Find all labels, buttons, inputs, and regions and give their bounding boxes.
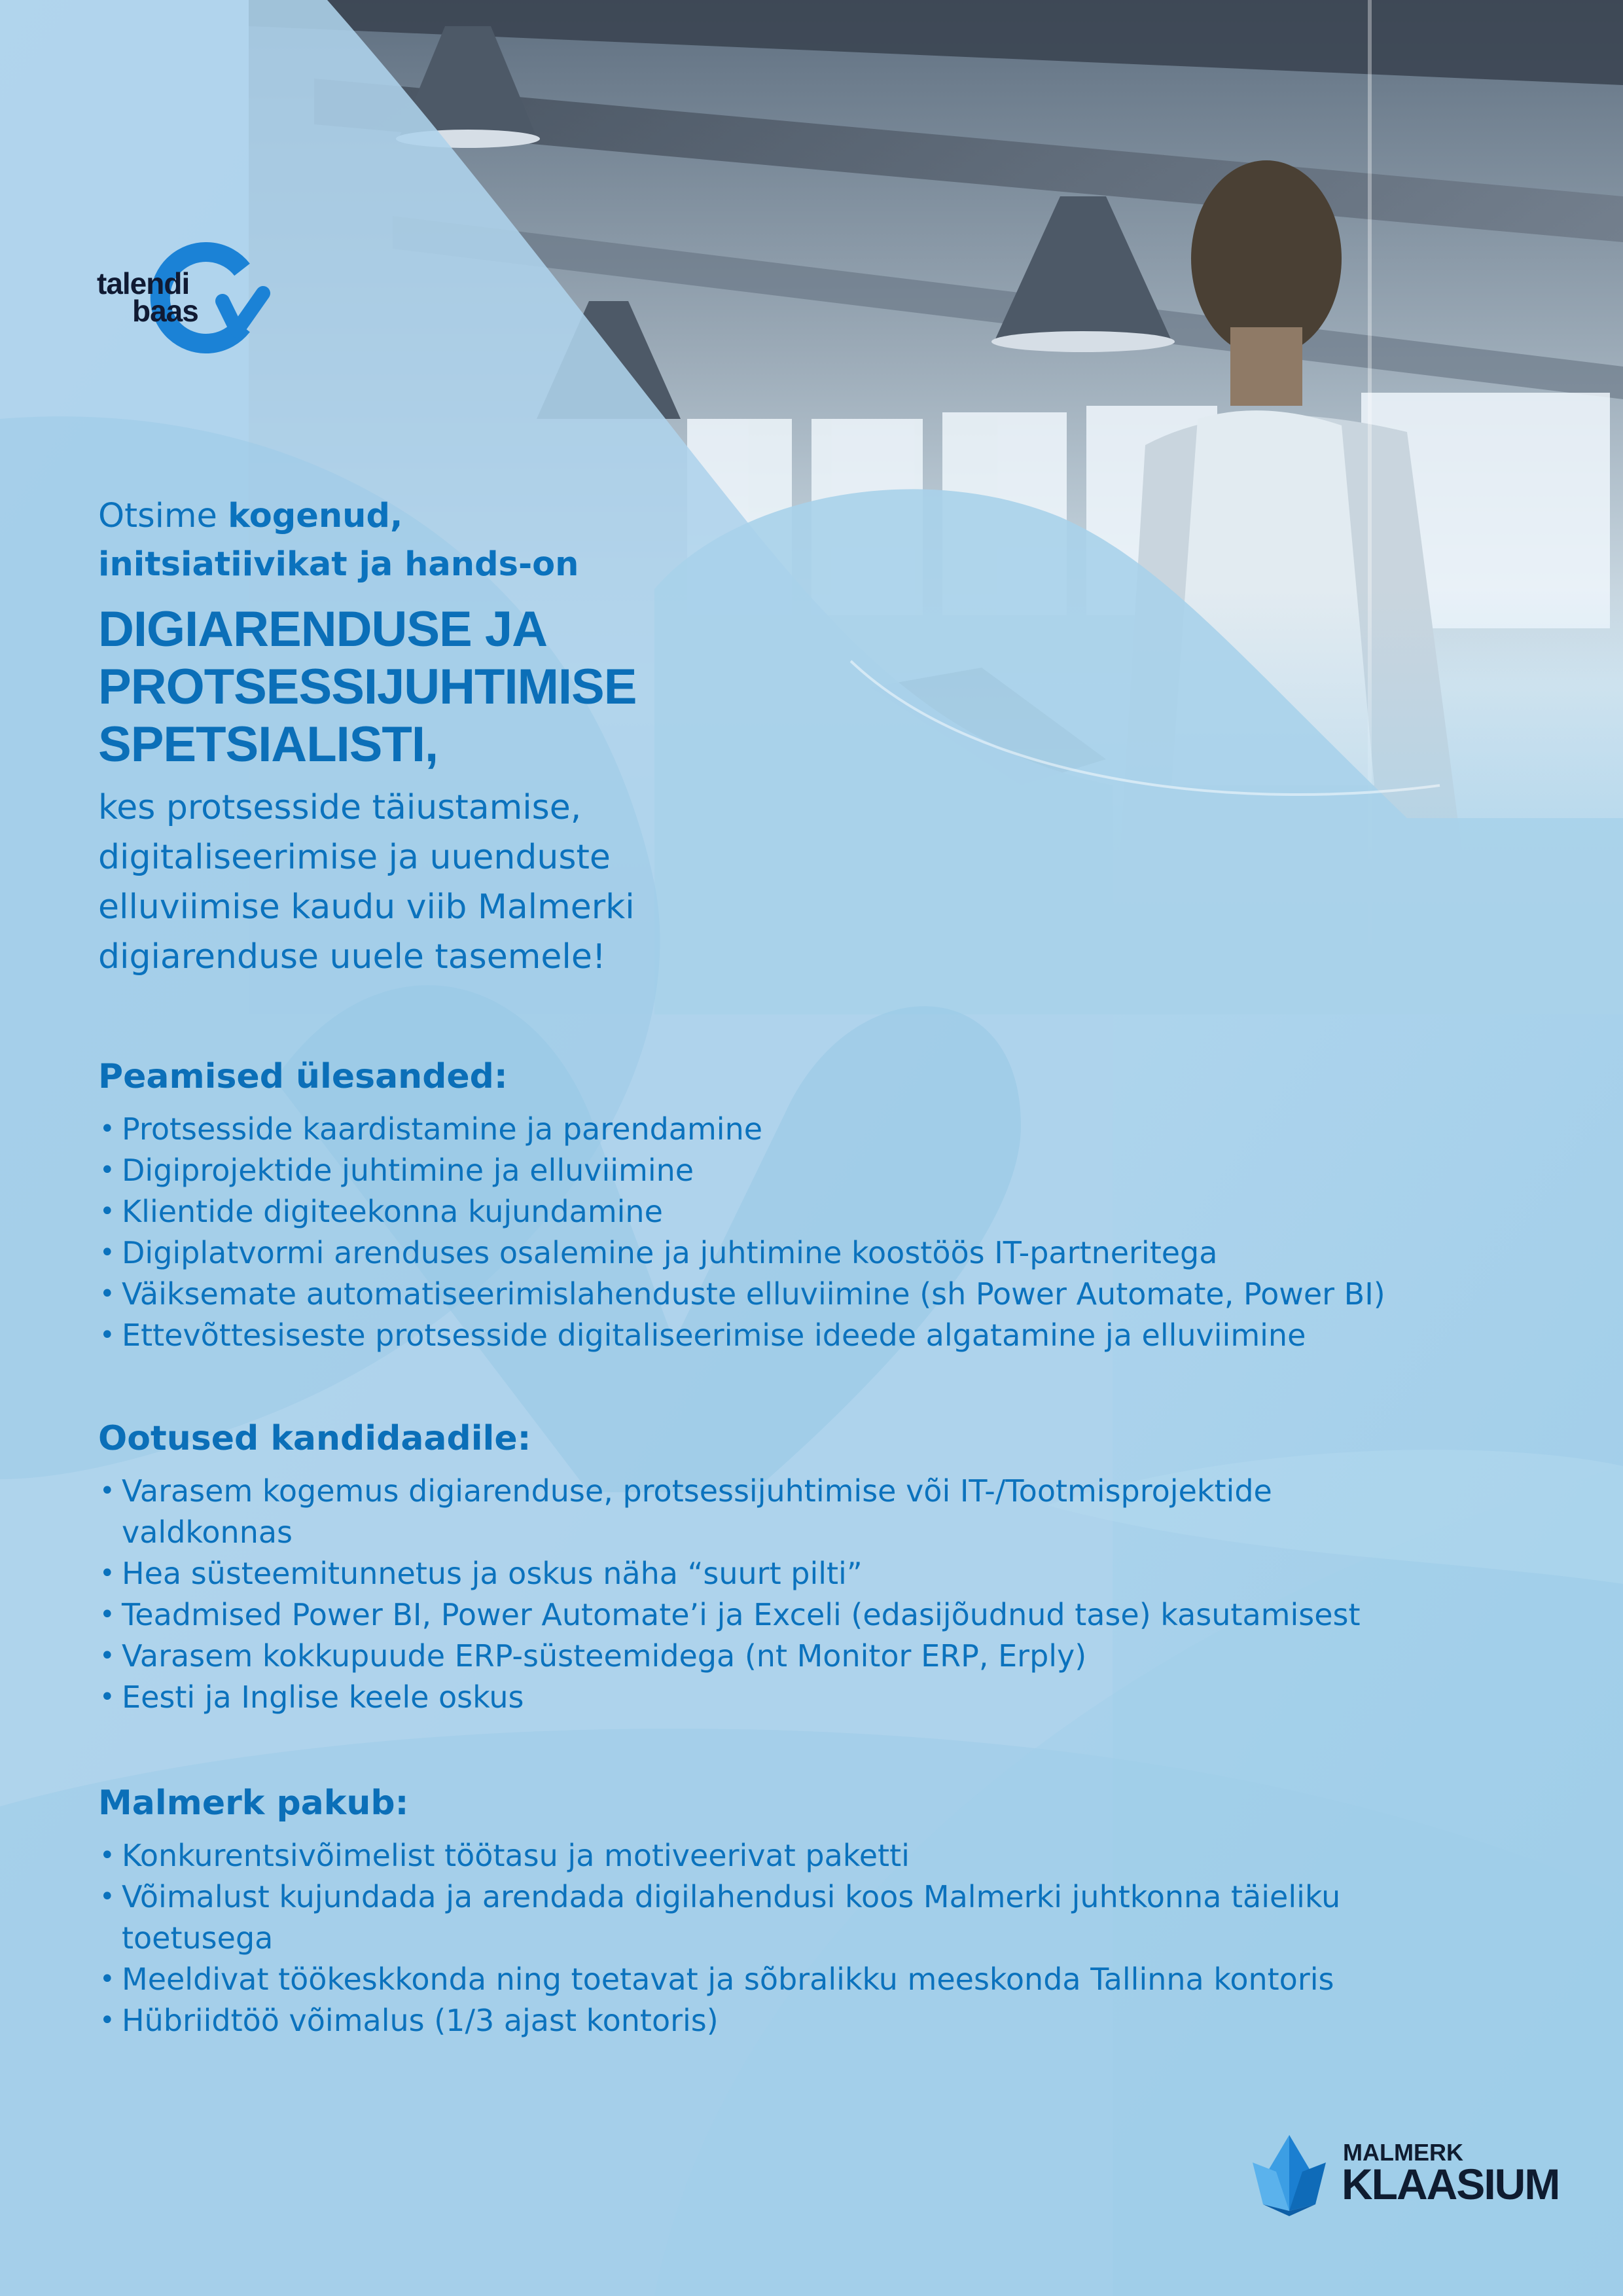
- offer-section: [98, 1780, 1538, 2041]
- tasks-list: [98, 1109, 1538, 1356]
- list-item: • Hea süsteemitunnetus ja oskus näha “suurt pilti”: [98, 1553, 1538, 1594]
- list-item: • Digiprojektide juhtimine ja elluviimine: [98, 1150, 1538, 1191]
- list-item: • Teadmised Power BI, Power Automate’i ja Exceli (edasijõudnud tase) kasutamisest: [98, 1594, 1538, 1636]
- list-item-line: • Võimalust kujundada ja arendada digilahendusi koos Malmerki juhtkonna täieliku: [122, 1879, 1341, 1914]
- intro-bold-1: kogenud,: [228, 497, 403, 535]
- list-item: • Konkurentsivõimelist töötasu ja motiveerivat paketti: [98, 1835, 1538, 1876]
- job-title: [98, 601, 753, 774]
- intro-bold-2: initsiatiivikat ja hands-on: [98, 545, 579, 584]
- job-title-line: PROTSESSIJUHTIMISE: [98, 659, 637, 715]
- list-item: • Varasem kokkupuude ERP-süsteemidega (nt Monitor ERP, Erply): [98, 1636, 1538, 1677]
- tagline-line: elluviimise kaudu viib Malmerki: [98, 888, 635, 927]
- malmerk-logo-line1: MALMERK: [1343, 2139, 1463, 2166]
- list-item: • Meeldivat töökeskkonda ning toetavat ja sõbralikku meeskonda Tallinna kontoris: [98, 1959, 1538, 2000]
- tasks-heading: Peamised ülesanded:: [98, 1057, 508, 1096]
- malmerk-logo-line2: KLAASIUM: [1342, 2160, 1560, 2208]
- intro-regular: Otsime: [98, 497, 228, 535]
- tagline: [98, 783, 753, 982]
- list-item: [98, 1471, 1538, 1553]
- offer-heading: Malmerk pakub:: [98, 1784, 409, 1823]
- list-item: • Klientide digiteekonna kujundamine: [98, 1191, 1538, 1232]
- talendibaas-logo-line1: talendi: [97, 266, 190, 300]
- list-item: • Hübriidtöö võimalus (1/3 ajast kontoris): [98, 2000, 1538, 2041]
- tagline-line: digiarenduse uuele tasemele!: [98, 937, 606, 977]
- list-item: • Väiksemate automatiseerimislahenduste elluviimine (sh Power Automate, Power BI): [98, 1274, 1538, 1315]
- intro-line-2: [98, 541, 753, 589]
- talendibaas-logo: [92, 242, 275, 353]
- crystal-icon: [1250, 2132, 1335, 2217]
- job-title-line: DIGIARENDUSE JA: [98, 601, 547, 657]
- intro-block: [98, 492, 753, 982]
- talendibaas-logo-line2: baas: [132, 294, 198, 328]
- expectations-section: [98, 1416, 1538, 1718]
- list-item: • Eesti ja Inglise keele oskus: [98, 1677, 1538, 1718]
- list-item-line: • Varasem kogemus digiarenduse, protsessijuhtimise või IT-/Tootmisprojektide: [122, 1473, 1272, 1509]
- list-item-line: valdkonnas: [122, 1515, 293, 1550]
- list-item: • Digiplatvormi arenduses osalemine ja juhtimine koostöös IT-partneritega: [98, 1232, 1538, 1274]
- job-title-line: SPETSIALISTI,: [98, 717, 438, 772]
- tasks-section: [98, 1054, 1538, 1356]
- list-item: • Ettevõttesiseste protsesside digitaliseerimise ideede algatamine ja elluviimine: [98, 1315, 1538, 1356]
- tagline-line: digitaliseerimise ja uuenduste: [98, 838, 611, 877]
- expectations-heading: Ootused kandidaadile:: [98, 1419, 531, 1458]
- intro-line-1: [98, 492, 753, 541]
- malmerk-klaasium-logo: [1250, 2132, 1560, 2217]
- offer-list: [98, 1835, 1538, 2041]
- tagline-line: kes protsesside täiustamise,: [98, 788, 582, 827]
- expectations-list: [98, 1471, 1538, 1718]
- list-item-line: toetusega: [122, 1920, 274, 1956]
- list-item: [98, 1876, 1538, 1959]
- list-item: • Protsesside kaardistamine ja parendamine: [98, 1109, 1538, 1150]
